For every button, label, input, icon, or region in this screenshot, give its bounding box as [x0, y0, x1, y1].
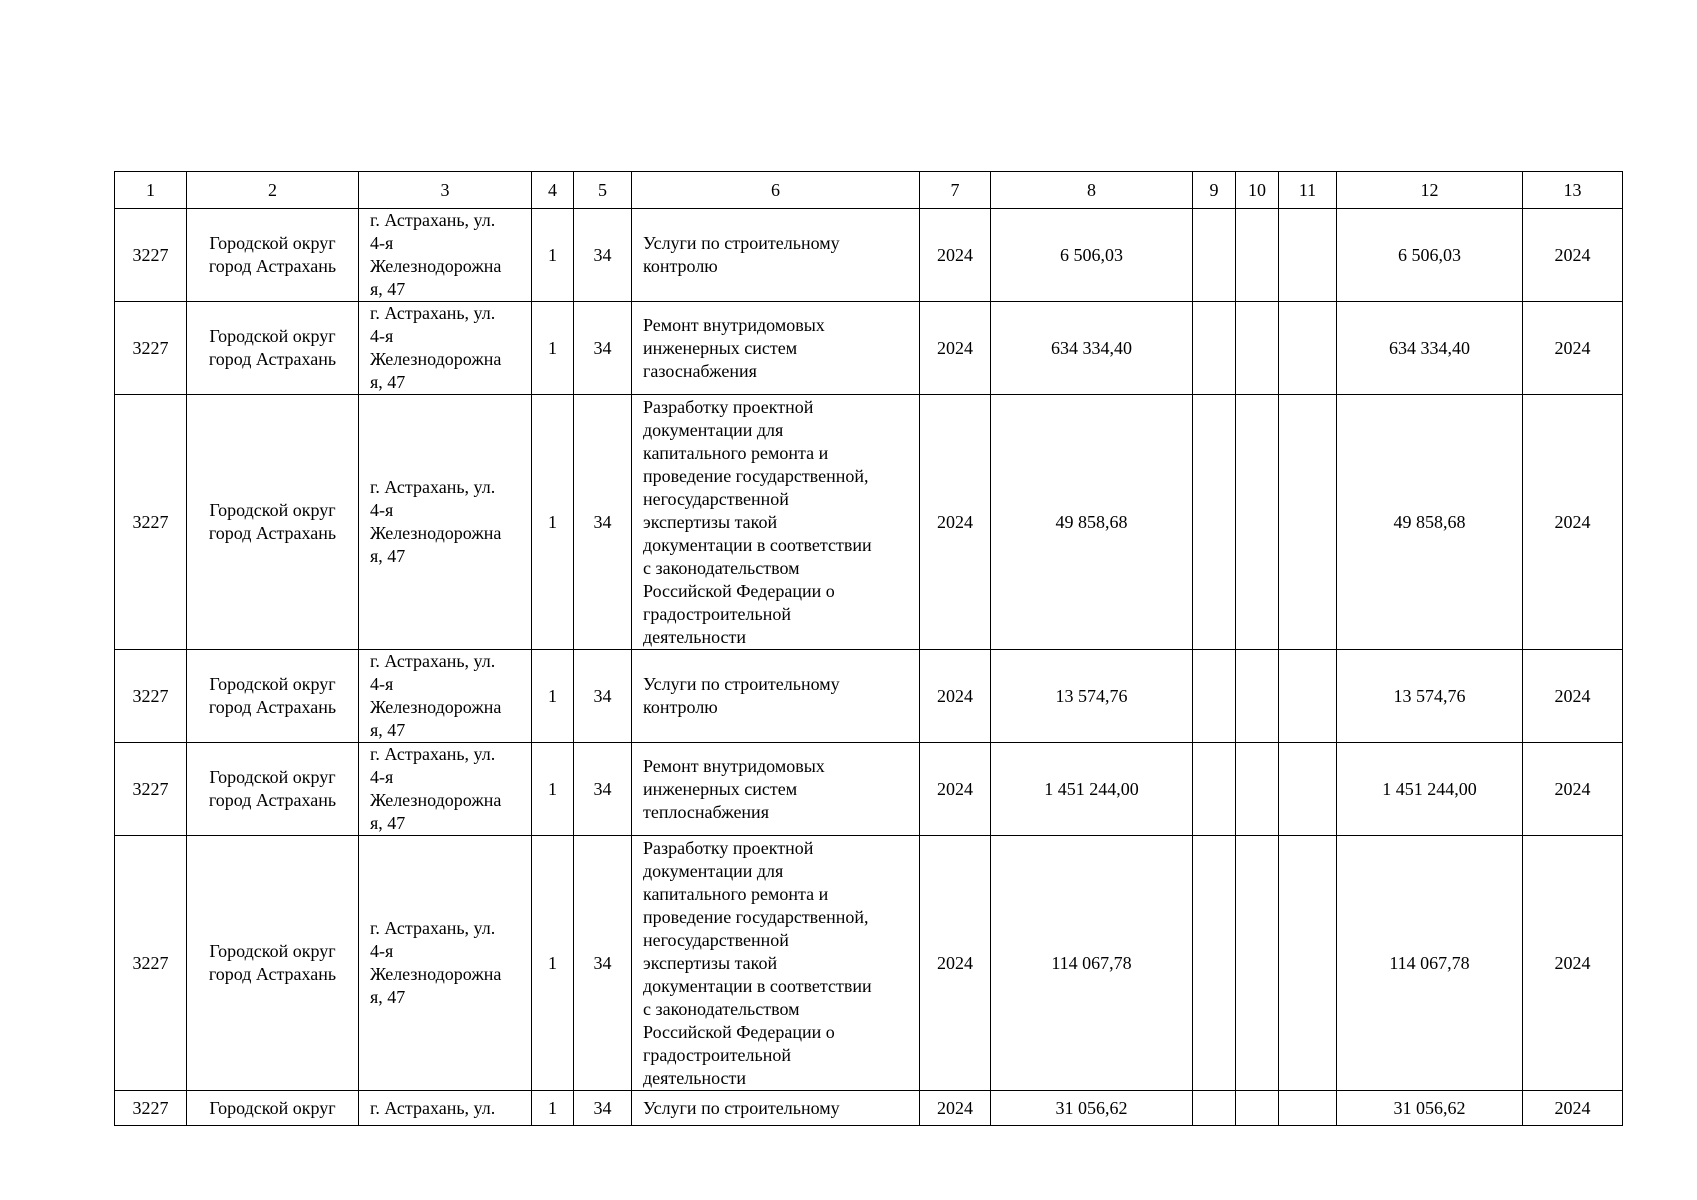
municipality-cell: Городской округ город Астрахань [187, 209, 359, 302]
work-type-cell: Ремонт внутридомовых инженерных систем теплоснабжения [632, 743, 920, 836]
year-end-cell: 2024 [1523, 650, 1623, 743]
header-cell: 8 [991, 172, 1193, 209]
table-row [115, 302, 1623, 395]
col10-cell [1236, 836, 1279, 1091]
total-cost-cell: 1 451 244,00 [991, 743, 1193, 836]
total-cost-cell: 31 056,62 [991, 1091, 1193, 1126]
address-cell: г. Астрахань, ул. 4-я Железнодорожна я, 47 [359, 836, 532, 1091]
address-cell: г. Астрахань, ул. 4-я Железнодорожна я, 47 [359, 395, 532, 650]
year-cell: 2024 [920, 302, 991, 395]
work-type-cell: Услуги по строительному контролю [632, 650, 920, 743]
total-cost-cell: 49 858,68 [991, 395, 1193, 650]
col11-cell [1279, 209, 1337, 302]
municipality-cell: Городской округ [187, 1091, 359, 1126]
header-cell: 7 [920, 172, 991, 209]
object-id-cell: 3227 [115, 302, 187, 395]
col10-cell [1236, 302, 1279, 395]
object-id-cell: 3227 [115, 209, 187, 302]
col9-cell [1193, 209, 1236, 302]
table-row [115, 836, 1623, 1091]
year-cell: 2024 [920, 743, 991, 836]
municipality-cell: Городской округ город Астрахань [187, 302, 359, 395]
object-id-cell: 3227 [115, 650, 187, 743]
year-end-cell: 2024 [1523, 743, 1623, 836]
address-cell: г. Астрахань, ул. [359, 1091, 532, 1126]
col5-cell: 34 [574, 743, 632, 836]
object-id-cell: 3227 [115, 1091, 187, 1126]
col9-cell [1193, 395, 1236, 650]
cost-cell: 6 506,03 [1337, 209, 1523, 302]
col5-cell: 34 [574, 395, 632, 650]
address-cell: г. Астрахань, ул. 4-я Железнодорожна я, 47 [359, 209, 532, 302]
cost-cell: 1 451 244,00 [1337, 743, 1523, 836]
works-table [114, 171, 1623, 1126]
year-cell: 2024 [920, 836, 991, 1091]
header-cell: 4 [532, 172, 574, 209]
table-row [115, 395, 1623, 650]
total-cost-cell: 13 574,76 [991, 650, 1193, 743]
work-type-cell: Ремонт внутридомовых инженерных систем газоснабжения [632, 302, 920, 395]
header-row [115, 172, 1623, 209]
col9-cell [1193, 650, 1236, 743]
table-row [115, 743, 1623, 836]
document-page [114, 171, 1622, 1126]
work-type-cell: Разработку проектной документации для капитального ремонта и проведение государственной, негосударственной экспертизы такой документации в соответствии с законодательством Российской Федерации о градостроительной деятельности [632, 395, 920, 650]
table-row [115, 209, 1623, 302]
col4-cell: 1 [532, 650, 574, 743]
year-end-cell: 2024 [1523, 302, 1623, 395]
year-end-cell: 2024 [1523, 836, 1623, 1091]
header-cell: 11 [1279, 172, 1337, 209]
col11-cell [1279, 836, 1337, 1091]
cost-cell: 114 067,78 [1337, 836, 1523, 1091]
col10-cell [1236, 650, 1279, 743]
col5-cell: 34 [574, 650, 632, 743]
cost-cell: 49 858,68 [1337, 395, 1523, 650]
col5-cell: 34 [574, 836, 632, 1091]
col5-cell: 34 [574, 1091, 632, 1126]
header-cell: 10 [1236, 172, 1279, 209]
col9-cell [1193, 302, 1236, 395]
object-id-cell: 3227 [115, 395, 187, 650]
header-cell: 12 [1337, 172, 1523, 209]
municipality-cell: Городской округ город Астрахань [187, 650, 359, 743]
col4-cell: 1 [532, 743, 574, 836]
col11-cell [1279, 743, 1337, 836]
col11-cell [1279, 302, 1337, 395]
total-cost-cell: 114 067,78 [991, 836, 1193, 1091]
work-type-cell: Услуги по строительному контролю [632, 209, 920, 302]
work-type-cell: Услуги по строительному [632, 1091, 920, 1126]
cost-cell: 634 334,40 [1337, 302, 1523, 395]
col4-cell: 1 [532, 302, 574, 395]
header-cell: 3 [359, 172, 532, 209]
header-cell: 6 [632, 172, 920, 209]
object-id-cell: 3227 [115, 743, 187, 836]
cost-cell: 31 056,62 [1337, 1091, 1523, 1126]
col10-cell [1236, 743, 1279, 836]
col11-cell [1279, 1091, 1337, 1126]
address-cell: г. Астрахань, ул. 4-я Железнодорожна я, 47 [359, 743, 532, 836]
cost-cell: 13 574,76 [1337, 650, 1523, 743]
col9-cell [1193, 1091, 1236, 1126]
year-end-cell: 2024 [1523, 395, 1623, 650]
col9-cell [1193, 743, 1236, 836]
total-cost-cell: 634 334,40 [991, 302, 1193, 395]
header-cell: 5 [574, 172, 632, 209]
header-cell: 1 [115, 172, 187, 209]
year-cell: 2024 [920, 650, 991, 743]
header-cell: 13 [1523, 172, 1623, 209]
municipality-cell: Городской округ город Астрахань [187, 395, 359, 650]
col4-cell: 1 [532, 209, 574, 302]
col11-cell [1279, 650, 1337, 743]
year-cell: 2024 [920, 209, 991, 302]
address-cell: г. Астрахань, ул. 4-я Железнодорожна я, 47 [359, 650, 532, 743]
col11-cell [1279, 395, 1337, 650]
col9-cell [1193, 836, 1236, 1091]
year-cell: 2024 [920, 395, 991, 650]
year-end-cell: 2024 [1523, 209, 1623, 302]
col10-cell [1236, 1091, 1279, 1126]
col5-cell: 34 [574, 209, 632, 302]
col4-cell: 1 [532, 1091, 574, 1126]
header-cell: 9 [1193, 172, 1236, 209]
address-cell: г. Астрахань, ул. 4-я Железнодорожна я, 47 [359, 302, 532, 395]
total-cost-cell: 6 506,03 [991, 209, 1193, 302]
col10-cell [1236, 209, 1279, 302]
object-id-cell: 3227 [115, 836, 187, 1091]
col5-cell: 34 [574, 302, 632, 395]
year-cell: 2024 [920, 1091, 991, 1126]
col4-cell: 1 [532, 395, 574, 650]
municipality-cell: Городской округ город Астрахань [187, 743, 359, 836]
table-row [115, 1091, 1623, 1126]
col10-cell [1236, 395, 1279, 650]
col4-cell: 1 [532, 836, 574, 1091]
table-row [115, 650, 1623, 743]
work-type-cell: Разработку проектной документации для капитального ремонта и проведение государственной, негосударственной экспертизы такой документации в соответствии с законодательством Российской Федерации о градостроительной деятельности [632, 836, 920, 1091]
municipality-cell: Городской округ город Астрахань [187, 836, 359, 1091]
header-cell: 2 [187, 172, 359, 209]
year-end-cell: 2024 [1523, 1091, 1623, 1126]
